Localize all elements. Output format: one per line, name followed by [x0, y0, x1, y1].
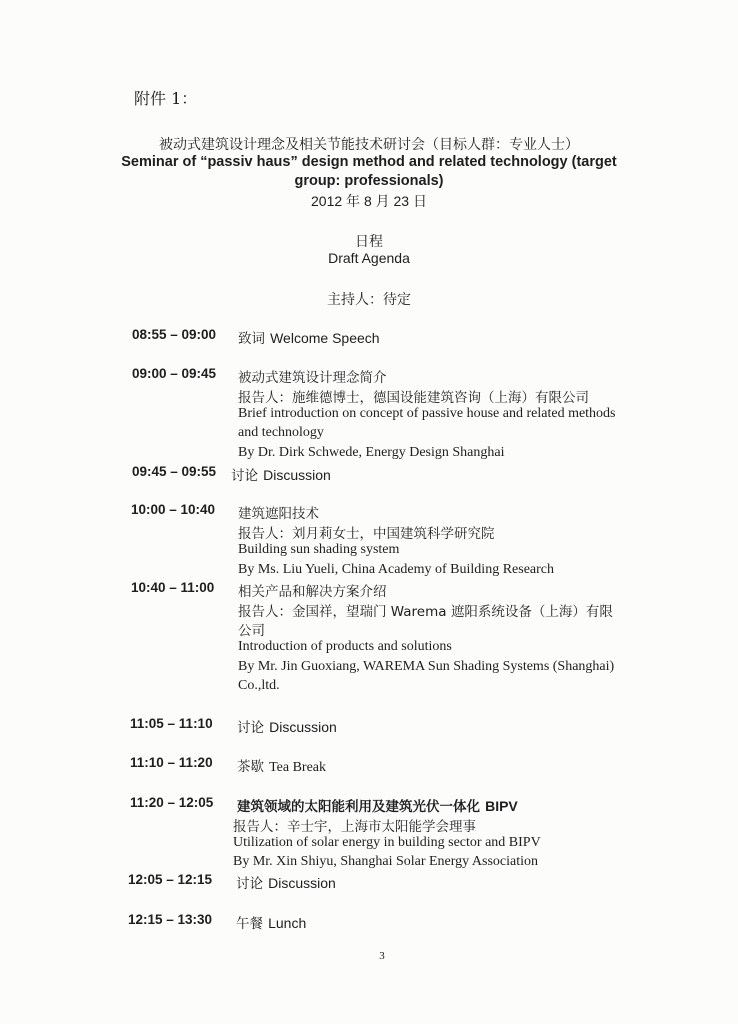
speaker-en: By Mr. Xin Shiyu, Shanghai Solar Energy Association: [233, 854, 539, 869]
agenda-item: [236, 872, 336, 892]
speaker-cn: 报告人：辛士宇，上海市太阳能学会理事: [233, 819, 476, 835]
agenda-time: 10:00 – 10:40: [131, 502, 216, 517]
agenda-item-cn: 讨论: [231, 468, 258, 484]
agenda-time: 11:05 – 11:10: [130, 716, 213, 731]
speaker-cn: 报告人：施维德博士，德国设能建筑咨询（上海）有限公司: [238, 390, 589, 406]
agenda-title-en: BIPV: [485, 798, 518, 814]
schedule-heading-english: Draft Agenda: [328, 250, 410, 266]
description-line: and technology: [238, 425, 324, 440]
speaker-en: Co.,ltd.: [238, 678, 280, 693]
agenda-title: [237, 795, 518, 815]
agenda-item-en: Lunch: [268, 915, 307, 931]
agenda-item: [236, 912, 306, 932]
description-line: Introduction of products and solutions: [238, 639, 452, 654]
agenda-item: [238, 327, 380, 347]
description-line: Utilization of solar energy in building sector and BIPV: [233, 835, 541, 850]
agenda-time: 12:15 – 13:30: [128, 912, 213, 927]
agenda-time: 11:20 – 12:05: [130, 795, 214, 810]
agenda-time: 09:45 – 09:55: [132, 464, 217, 479]
agenda-time: 10:40 – 11:00: [131, 580, 215, 595]
title-english-line-1: Seminar of “passiv haus” design method and related technology (target: [121, 154, 617, 170]
agenda-item: [237, 716, 337, 736]
page-number: 3: [379, 950, 385, 962]
agenda-title: 建筑遮阳技术: [238, 506, 319, 522]
agenda-title-cn: 建筑领域的太阳能利用及建筑光伏一体化: [237, 799, 480, 815]
agenda-item-cn: 致词: [238, 331, 265, 347]
agenda-item-cn: 茶歇: [237, 759, 264, 775]
agenda-item-en: Discussion: [269, 719, 337, 735]
agenda-item-en: Welcome Speech: [270, 330, 380, 346]
agenda-time: 08:55 – 09:00: [132, 327, 217, 342]
title-english: [0, 153, 738, 191]
title-chinese: 被动式建筑设计理念及相关节能技术研讨会（目标人群：专业人士）: [159, 137, 579, 153]
attachment-label: 附件 1：: [134, 89, 198, 108]
schedule-heading-chinese: 日程: [355, 234, 383, 250]
title-english-line-2: group: professionals): [294, 173, 444, 189]
description-line: Brief introduction on concept of passive house and related methods: [238, 406, 616, 421]
speaker-cn: 报告人：金国祥，望瑞门 Warema 遮阳系统设备（上海）有限: [238, 604, 613, 620]
agenda-time: 12:05 – 12:15: [128, 872, 213, 887]
agenda-item-cn: 午餐: [236, 916, 263, 932]
description-line: Building sun shading system: [238, 542, 400, 557]
event-date: 2012 年 8 月 23 日: [311, 193, 427, 209]
agenda-item-cn: 讨论: [237, 720, 264, 736]
agenda-item-en: Tea Break: [269, 760, 327, 775]
agenda-item-cn: 讨论: [236, 876, 263, 892]
speaker-en: By Ms. Liu Yueli, China Academy of Building Research: [238, 562, 554, 577]
agenda-time: 11:10 – 11:20: [130, 755, 213, 770]
speaker-cn: 报告人：刘月莉女士，中国建筑科学研究院: [238, 526, 495, 542]
agenda-item: [237, 755, 326, 776]
speaker-cn: 公司: [238, 623, 265, 639]
agenda-item: [231, 464, 331, 484]
agenda-title: 被动式建筑设计理念简介: [238, 370, 387, 386]
agenda-title: 相关产品和解决方案介绍: [238, 584, 387, 600]
speaker-en: By Dr. Dirk Schwede, Energy Design Shanghai: [238, 445, 505, 460]
agenda-item-en: Discussion: [268, 875, 336, 891]
agenda-item-en: Discussion: [263, 467, 331, 483]
host-line: 主持人：待定: [327, 292, 411, 308]
agenda-time: 09:00 – 09:45: [132, 366, 217, 381]
speaker-en: By Mr. Jin Guoxiang, WAREMA Sun Shading Systems (Shanghai): [238, 659, 615, 674]
